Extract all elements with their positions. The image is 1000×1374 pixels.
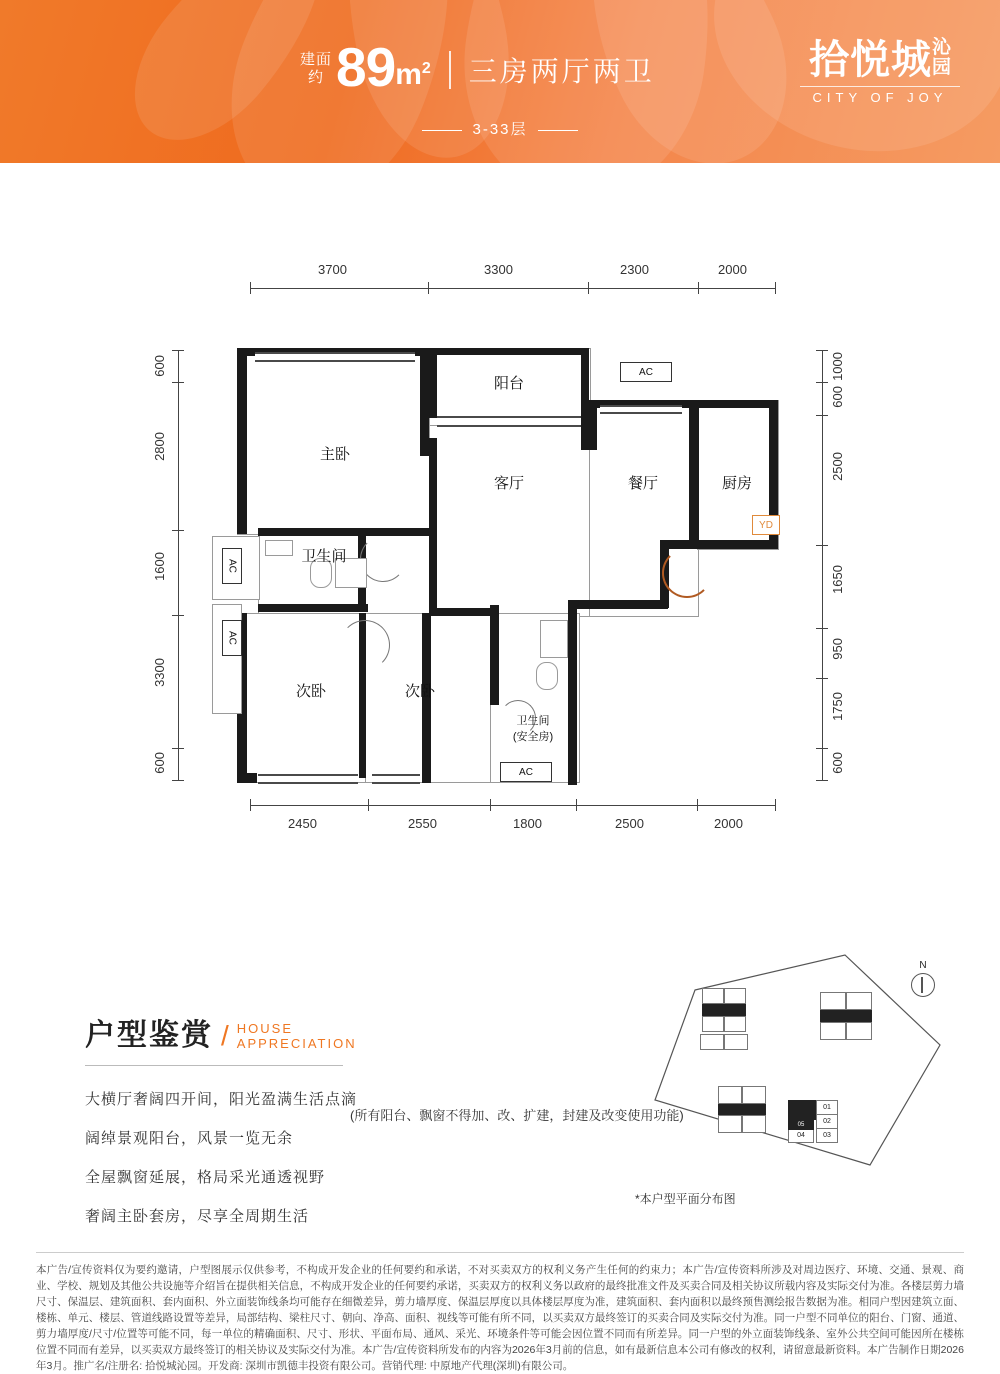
building-block xyxy=(742,1086,766,1104)
ac-marker-icon: AC xyxy=(222,548,242,584)
wall-balcony-top xyxy=(429,348,589,355)
building-block xyxy=(718,1104,766,1115)
left-dim-3: 3300 xyxy=(152,658,167,687)
tick xyxy=(588,282,589,294)
plan-note: (所有阳台、飘窗不得加、改、扩建，封建及改变使用功能) xyxy=(350,1108,684,1123)
area-prefix xyxy=(300,51,332,87)
building-block xyxy=(724,1016,746,1032)
left-dim-line xyxy=(178,350,179,780)
tick xyxy=(775,799,776,811)
room-label-bath2-sub: (安全房) xyxy=(512,731,554,743)
header-area-block xyxy=(300,36,655,98)
building-block xyxy=(718,1115,742,1133)
tick xyxy=(816,415,828,416)
site-map xyxy=(640,950,950,1180)
logo-cn-small-1: 沁 xyxy=(931,37,951,58)
top-dim-line xyxy=(250,288,775,289)
tick xyxy=(172,748,184,749)
tick xyxy=(816,748,828,749)
ac-marker-icon: AC xyxy=(500,762,552,782)
compass-icon xyxy=(906,960,940,1000)
room-label-bath1: 卫生间 xyxy=(301,548,347,565)
unit-05: 05 xyxy=(788,1120,814,1130)
tick xyxy=(172,350,184,351)
unit-04: 04 xyxy=(788,1128,814,1143)
bottom-dim-3: 2500 xyxy=(615,816,644,831)
area-prefix-line1: 建面 xyxy=(300,51,333,68)
room-label-bed3: 次卧 xyxy=(404,683,435,700)
wall-bath1-bottom xyxy=(258,604,368,612)
top-dim-0: 3700 xyxy=(318,262,347,277)
left-dim-0: 600 xyxy=(152,355,167,377)
tick xyxy=(250,282,251,294)
room-label-bed2: 次卧 xyxy=(295,683,326,700)
unit-02: 02 xyxy=(816,1114,838,1129)
area-unit-superscript: 2 xyxy=(421,60,431,77)
wall-bottom-left-corner xyxy=(237,773,257,783)
logo-cn-small-2: 园 xyxy=(931,57,951,78)
appreciation-title-en-line1: HOUSE xyxy=(236,1021,294,1036)
top-dim-3: 2000 xyxy=(718,262,747,277)
bottom-dim-2: 1800 xyxy=(513,816,542,831)
ac-marker-icon: AC xyxy=(620,362,672,382)
dash-left xyxy=(422,130,462,131)
left-dim-4: 600 xyxy=(152,752,167,774)
building-block xyxy=(846,992,872,1010)
appreciation-list xyxy=(85,1088,505,1244)
building-block xyxy=(702,988,724,1004)
tick xyxy=(697,799,698,811)
brand-logo xyxy=(800,38,960,105)
bottom-dim-0: 2450 xyxy=(288,816,317,831)
building-block xyxy=(702,1016,724,1032)
door-icon xyxy=(340,620,390,670)
building-block xyxy=(820,1010,872,1022)
wall-entry-bottom xyxy=(568,600,668,609)
right-dim-4: 950 xyxy=(830,638,845,660)
unit-01: 01 xyxy=(816,1100,838,1115)
area-unit-text: m xyxy=(395,58,422,91)
tick xyxy=(775,282,776,294)
site-boundary xyxy=(640,950,950,1180)
entry-door-icon xyxy=(662,548,712,598)
room-label-bath2: 卫生间 xyxy=(516,715,550,727)
room-label-balcony: 阳台 xyxy=(493,375,524,392)
dash-right xyxy=(538,130,578,131)
right-dim-3: 1650 xyxy=(830,565,845,594)
right-dim-2: 2500 xyxy=(830,452,845,481)
area-prefix-line2: 约 xyxy=(308,69,325,86)
right-dim-1: 600 xyxy=(830,386,845,408)
floor-range-label: 3-33层 xyxy=(472,121,528,138)
tick xyxy=(172,615,184,616)
tick xyxy=(490,799,491,811)
logo-en: CITY OF JOY xyxy=(812,90,948,105)
tick xyxy=(816,678,828,679)
tick xyxy=(172,530,184,531)
tick xyxy=(172,780,184,781)
tick xyxy=(428,282,429,294)
tick xyxy=(816,382,828,383)
unit-03: 03 xyxy=(816,1128,838,1143)
compass-circle xyxy=(911,973,935,997)
bottom-dim-4: 2000 xyxy=(714,816,743,831)
right-dim-0: 1000 xyxy=(830,352,845,381)
tick xyxy=(250,799,251,811)
room-outline-master xyxy=(237,348,431,535)
appreciation-title xyxy=(85,1010,357,1054)
building-block xyxy=(724,1034,748,1050)
building-block xyxy=(742,1115,766,1133)
building-block xyxy=(846,1022,872,1040)
appreciation-title-cn: 户型鉴赏 xyxy=(85,1019,213,1052)
bottom-dim-1: 2550 xyxy=(408,816,437,831)
bed3-window xyxy=(372,774,420,784)
building-block-highlight xyxy=(788,1100,816,1120)
bed2-window xyxy=(258,774,358,784)
wall-kitchen-top xyxy=(697,400,777,408)
tick xyxy=(816,628,828,629)
building-block xyxy=(724,988,746,1004)
room-label-dining: 餐厅 xyxy=(627,475,658,492)
wall-corner xyxy=(237,348,247,388)
room-label-master: 主卧 xyxy=(319,446,350,463)
yd-marker-icon: YD xyxy=(752,515,780,535)
wall-bath2-left xyxy=(490,605,499,705)
logo-rule xyxy=(800,86,960,87)
logo-cn xyxy=(800,38,960,82)
building-block xyxy=(820,992,846,1010)
building-block xyxy=(702,1004,746,1016)
wall-bath1-top xyxy=(258,528,433,536)
appreciation-rule xyxy=(85,1065,343,1066)
ac-marker-icon: AC xyxy=(222,620,242,656)
appreciation-title-en-line2: APPRECIATION xyxy=(236,1036,357,1051)
wall-right-master xyxy=(420,356,429,456)
tick xyxy=(698,282,699,294)
wall-left-master xyxy=(237,386,247,534)
tick xyxy=(816,545,828,546)
disclaimer-text: 本广告/宣传资料仅为要约邀请，户型图展示仅供参考，不构成开发企业的任何要约和承诺，不对买卖双方的权利义务产生任何的约束力；本广告/宣传资料所涉及对周边医疗、环境、交通、景观、商业、学校、规划及其他公共设施等介绍旨在提供相关信息，不构成开发企业的任何要约承诺，买卖双方的权利义务以政府的最终批准文件及买卖合同及相关协议所载内容及实际交付为准。各楼层剪力墙尺寸、保温层、建筑面积、套内面积、外立面装饰线条均可能存在细微差异，剪力墙厚度、保温层厚度以具体楼层厚度为准，建筑面积、套内面积以最终预售测绘报告数据为准。相同户型因建筑立面、楼栋、单元、楼层、管道线路设置等差异，局部结构、梁柱尺寸、朝向、净高、面积、视线等可能有所不同，以买卖双方最终签订的买卖合同及实际交付为准。同一户型不同单位的阳台、门窗、通道、剪力墙厚度/尺寸/位置等可能不同，每一单位的精确面积、尺寸、形状、平面布局、通风、采光、环境条件等可能会因位置不同而有所差异。同一户型的外立面装饰线条、室外公共空间可能因所在楼栋位置不同而有差异，以买卖双方最终签订的相关协议及实际交付为准。本广告/宣传资料所发布的内容为2026年3月前的信息，如有最新信息本公司有修改的权利，请留意最新资料。本广告制作日期2026年3月。推广名/注册名: 拾悦城沁园。开发商: 深圳市凯德丰投资有限公司。营销代理: 中原地产代理(深圳)有限公司。 xyxy=(36,1264,964,1372)
room-label-kitchen: 厨房 xyxy=(721,475,752,492)
logo-cn-small xyxy=(932,38,951,78)
left-dim-2: 1600 xyxy=(152,552,167,581)
tick xyxy=(172,382,184,383)
floor-range-line xyxy=(0,118,1000,139)
room-label-living: 客厅 xyxy=(493,475,524,492)
list-item: 阔绰景观阳台，风景一览无余 xyxy=(85,1130,294,1147)
wall-balcony-left xyxy=(429,348,437,418)
tick xyxy=(816,780,828,781)
toilet-fixture xyxy=(536,662,558,690)
tick xyxy=(576,799,577,811)
area-unit xyxy=(395,49,431,95)
logo-cn-main: 拾悦城 xyxy=(808,38,932,82)
list-item: 全屋飘窗延展，格局采光通透视野 xyxy=(85,1169,326,1186)
header-divider xyxy=(449,51,451,89)
building-block xyxy=(820,1022,846,1040)
list-item: 奢阔主卧套房，尽享全周期生活 xyxy=(85,1208,310,1225)
tick xyxy=(368,799,369,811)
wall-kitchen-left xyxy=(689,400,699,548)
room-outline-living xyxy=(429,425,591,617)
wall-living-left xyxy=(429,438,437,616)
room-type-label: 三房两厅两卫 xyxy=(468,56,655,87)
building-block xyxy=(700,1034,724,1050)
building-block xyxy=(718,1086,742,1104)
top-dim-2: 2300 xyxy=(620,262,649,277)
top-dim-1: 3300 xyxy=(484,262,513,277)
master-window xyxy=(255,352,415,362)
appreciation-slash: / xyxy=(221,1020,229,1051)
wall-kitchen-bottom xyxy=(689,540,778,549)
right-dim-5: 1750 xyxy=(830,692,845,721)
appreciation-title-en xyxy=(237,1021,357,1051)
compass-label: N xyxy=(919,960,927,971)
right-dim-6: 600 xyxy=(830,752,845,774)
site-map-caption: *本户型平面分布图 xyxy=(635,1192,736,1206)
wall-right-lower xyxy=(568,605,577,785)
list-item: 大横厅奢阔四开间，阳光盈满生活点滴 xyxy=(85,1091,358,1108)
area-number: 89 xyxy=(336,36,396,98)
balcony-glazing xyxy=(437,416,581,427)
left-dim-1: 2800 xyxy=(152,432,167,461)
disclaimer-rule xyxy=(36,1252,964,1253)
page-header xyxy=(0,0,1000,163)
shower-fixture xyxy=(540,620,568,658)
wall-living-bottom xyxy=(429,608,499,616)
tick xyxy=(816,350,828,351)
dining-window xyxy=(600,405,682,414)
